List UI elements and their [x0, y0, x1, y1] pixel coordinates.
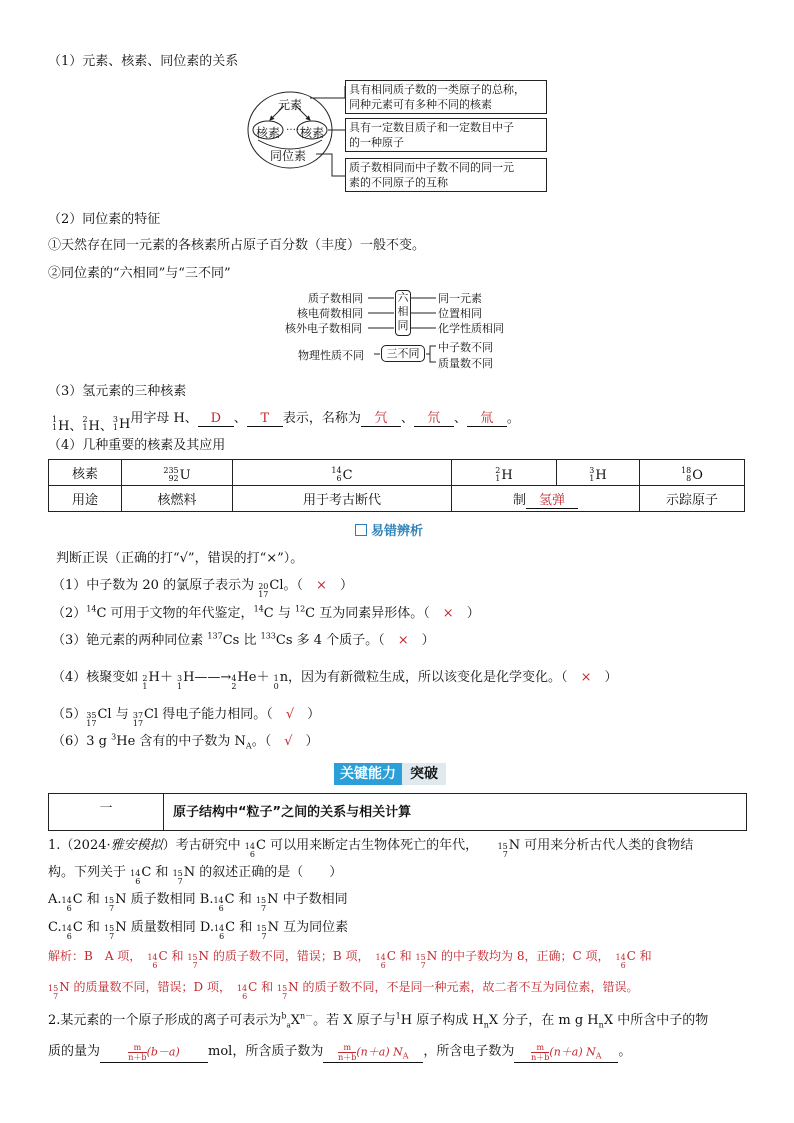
table-row — [49, 460, 745, 486]
table-cell: 235 92 U — [122, 460, 233, 486]
right2-item-2: 质量数不同 — [438, 357, 493, 370]
key-ability-banner — [334, 763, 446, 785]
s3-sep: 、 — [233, 411, 247, 426]
left-item-1: 质子数相同 — [308, 292, 363, 305]
section-1-title: （1）元素、核素、同位素的关系 — [48, 54, 239, 69]
topic-title: 原子结构中“粒子”之间的关系与相关计算 — [173, 805, 412, 820]
answer-mark: × — [442, 606, 454, 621]
table-cell: 制 氢弹 — [452, 486, 640, 512]
box1-line1: 具有相同质子数的一类原子的总称， — [349, 83, 525, 96]
answer-hbomb: 氢弹 — [526, 489, 578, 509]
answer-mark: × — [580, 670, 592, 685]
nuclide-right-label: 核素 — [300, 126, 325, 140]
easy-item-6: （6）3 g $^3$He 含有的中子数为 $N_A$。（ √ ） — [52, 732, 319, 751]
answer-electron-count: $\frac{m}{n+b}$ (n＋a) $N_A$ — [514, 1043, 618, 1063]
q1-analysis-line2: 15 7 N 的质量数不同，错误；D 项， 14 6 C 和 15 7 N 的质子数不同，不是同一种元素，故二者不互为同位素，错误。 — [48, 980, 639, 1001]
q1-options-ab: A. 14 6 C 和 15 7 N 质子数相同 B. 14 6 C 和 15 7 N 中子数相同 — [48, 892, 348, 913]
section-3-title: （3）氢元素的三种核素 — [48, 384, 187, 399]
answer-deuterium: 氘 — [414, 407, 454, 427]
key-ability-right: 突破 — [402, 763, 446, 785]
answer-mark: √ — [284, 734, 293, 749]
box3-line1: 质子数相同而中子数不同的同一元 — [349, 161, 514, 174]
right-item-2: 位置相同 — [438, 307, 482, 320]
s3-sep3: 、 — [453, 411, 467, 426]
six-char-3: 同 — [397, 319, 409, 332]
box3-line2: 素的不同原子的互称 — [349, 176, 448, 189]
answer-t: T — [247, 411, 283, 427]
table-cell: 用途 — [49, 486, 122, 512]
ellipsis: …… — [286, 122, 306, 133]
box1-line2: 同种元素可有多种不同的核素 — [349, 98, 492, 111]
q1-line2: 构。下列关于 14 6 C 和 15 7 N 的叙述正确的是（ ） — [48, 865, 343, 886]
q1-line1: 1.（2024·雅安模拟）考古研究中 14 6 C 可以用来断定古生物体死亡的年代， 15 7 N 可用来分析古代人类的食物结 — [48, 838, 694, 859]
easy-item-5: （5） 35 17 Cl 与 37 17 Cl 得电子能力相同。（ √ ） — [52, 707, 321, 728]
left-item-2: 核电荷数相同 — [297, 307, 363, 320]
table-cell: 核素 — [49, 460, 122, 486]
isotope-definition-box — [345, 158, 547, 192]
s3-end: 。 — [506, 411, 520, 426]
three-diff-box: 三不同 — [381, 345, 425, 362]
element-label: 元素 — [278, 98, 303, 112]
answer-mark: × — [316, 578, 327, 593]
s3-mid: 表示，名称为 — [282, 411, 361, 426]
q2-line2: 质的量为 $\frac{m}{n+b}$ (b－a) mol，所含质子数为 $\frac{m}{n+b}$ (n＋a) $N_A$ ，所含电子数为 $\frac{m}{n+b}$ (n＋a) $N_A$ 。 — [48, 1042, 632, 1062]
s3-sep2: 、 — [400, 411, 414, 426]
answer-mark: √ — [285, 707, 295, 722]
right-item-1: 同一元素 — [438, 292, 482, 305]
nuclide-table — [48, 459, 745, 512]
left-item-3: 核外电子数相同 — [285, 322, 362, 335]
easy-title: 易错辨析 — [371, 524, 424, 539]
topic-number: 一 — [49, 794, 164, 830]
answer-protium: 氕 — [361, 407, 401, 427]
table-cell: 核燃料 — [122, 486, 233, 512]
easy-intro: 判断正误（正确的打“√”，错误的打“×”）。 — [56, 551, 304, 566]
answer-mark: × — [397, 633, 409, 648]
six-char-2: 相 — [397, 305, 409, 318]
table-cell: 示踪原子 — [640, 486, 745, 512]
key-ability-left: 关键能力 — [334, 763, 402, 785]
answer-neutron-moles: $\frac{m}{n+b}$ (b－a) — [100, 1043, 208, 1063]
table-cell: 3 1 H — [557, 460, 640, 486]
physical-diff: 物理性质不同 — [298, 349, 364, 362]
nuclide-left-label: 核素 — [256, 126, 281, 140]
table-cell: 2 1 H — [452, 460, 557, 486]
box2-line2: 的一种原子 — [349, 136, 404, 149]
easy-item-2: $(2)^{14}C$ 可用于文物的年代鉴定，$^{14}$C 与 $^{12}$C 互为同素异形体。（ × ） — [52, 604, 480, 621]
six-char-1: 六 — [397, 291, 409, 304]
topic-header — [48, 793, 747, 831]
answer-tritium: 氚 — [467, 407, 507, 427]
section-2-point-2: ②同位素的“六相同”与“三不同” — [48, 266, 231, 281]
box2-line1: 具有一定数目质子和一定数目中子 — [349, 121, 514, 134]
q1-options-cd: C. 14 6 C 和 15 7 N 质量数相同 D. 14 6 C 和 15 7 N 互为同位素 — [48, 920, 349, 941]
right-item-3: 化学性质相同 — [438, 322, 504, 335]
easy-mistake-heading — [355, 520, 423, 539]
easy-item-4: （4）核聚变如 2 1 H＋ 3 1 H——→ 4 2 He＋ 1 0 n，因为有新微粒生成，所以该变化是化学变化。（ × ） — [52, 670, 618, 691]
nuclide-definition-box — [345, 118, 547, 152]
table-cell: 用于考古断代 — [233, 486, 452, 512]
table-cell: 14 6 C — [233, 460, 452, 486]
table-cell: 18 8 O — [640, 460, 745, 486]
q1-analysis-line1: 解析：B A 项， 14 6 C 和 15 7 N 的质子数不同，错误；B 项， 14 6 C 和 15 7 N 的中子数均为 8，正确；C 项， 14 6 C 和 — [48, 949, 652, 970]
section-3-line: 1 1 H、 2 1 H、 3 1 H用字母 H、 D 、 T 表示，名称为 氕 、 氘 、 氚 。 — [52, 407, 520, 434]
section-2-point-1: ①天然存在同一元素的各核素所占原子百分数（丰度）一般不变。 — [48, 238, 426, 253]
section-2-title: （2）同位素的特征 — [48, 212, 161, 227]
answer-proton-count: $\frac{m}{n+b}$ (n＋a) $N_A$ — [323, 1043, 423, 1063]
isotope-label: 同位素 — [270, 149, 307, 163]
section-4-title: （4）几种重要的核素及其应用 — [48, 438, 226, 453]
easy-item-1: （1）中子数为 20 的氯原子表示为 20 17 Cl。（ × ） — [52, 578, 353, 599]
answer-d: D — [198, 411, 234, 427]
right2-item-1: 中子数不同 — [438, 341, 493, 354]
checkbox-icon — [355, 524, 367, 536]
element-definition-box — [345, 80, 547, 114]
s3-prefix: 用字母 H、 — [130, 411, 198, 426]
q2-line1: 2.某元素的一个原子形成的离子可表示为$^b_aX^{n-}$。若 X 原子与$^1$H 原子构成 $H_nX$ 分子，在 m g $H_nX$ 中所含中子的物 — [48, 1011, 709, 1030]
table-row — [49, 486, 745, 512]
easy-item-3: （3）铯元素的两种同位素 $^{137}$Cs 比 $^{133}$Cs 多 4 个质子。（ × ） — [52, 631, 435, 648]
